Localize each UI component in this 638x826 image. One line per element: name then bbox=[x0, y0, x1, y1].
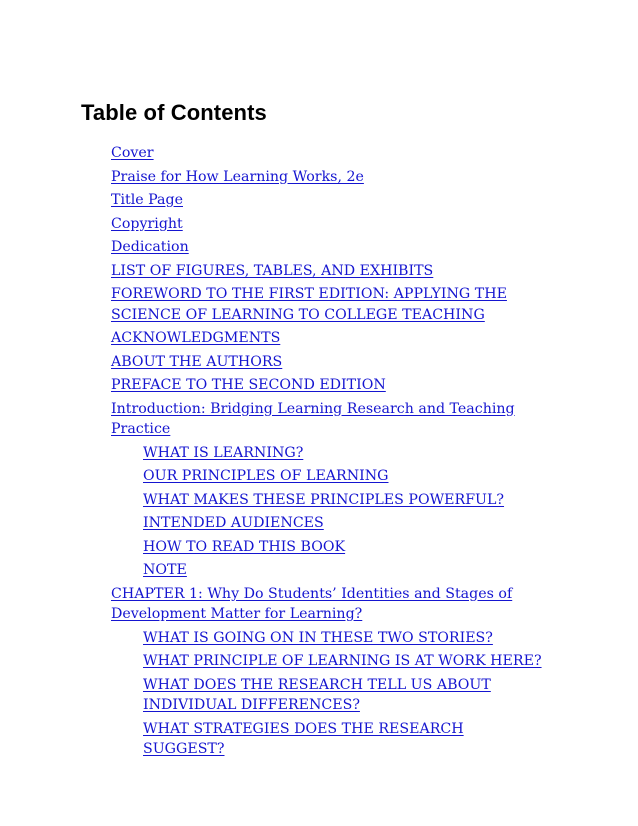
toc-item bbox=[0, 719, 638, 760]
toc-subsection-link[interactable]: INTENDED AUDIENCES bbox=[143, 515, 324, 531]
toc-item bbox=[0, 190, 638, 211]
toc-section-link[interactable]: LIST OF FIGURES, TABLES, AND EXHIBITS bbox=[111, 262, 434, 279]
toc-section-link[interactable]: FOREWORD TO THE FIRST EDITION: APPLYING THE SCIENCE OF LEARNING TO COLLEGE TEACHING bbox=[111, 286, 507, 323]
toc-item bbox=[0, 651, 638, 672]
toc-item bbox=[0, 284, 638, 325]
toc-list bbox=[0, 143, 638, 763]
toc-item bbox=[0, 237, 638, 258]
toc-item bbox=[0, 214, 638, 235]
toc-item bbox=[0, 490, 638, 511]
toc-section-link[interactable]: Copyright bbox=[111, 215, 183, 232]
toc-item bbox=[0, 143, 638, 164]
toc-section-link[interactable]: ABOUT THE AUTHORS bbox=[111, 353, 283, 370]
toc-subsection-link[interactable]: WHAT IS GOING ON IN THESE TWO STORIES? bbox=[143, 629, 493, 646]
toc-subsection-link[interactable]: NOTE bbox=[143, 562, 187, 578]
toc-item bbox=[0, 513, 638, 534]
toc-subsection-link[interactable]: HOW TO READ THIS BOOK bbox=[143, 538, 346, 555]
toc-subsection-link[interactable]: OUR PRINCIPLES OF LEARNING bbox=[143, 468, 389, 484]
toc-subsection-link[interactable]: WHAT DOES THE RESEARCH TELL US ABOUT INDIVIDUAL DIFFERENCES? bbox=[143, 676, 491, 713]
toc-section-link[interactable]: ACKNOWLEDGMENTS bbox=[111, 330, 281, 346]
toc-subsection-link[interactable]: WHAT IS LEARNING? bbox=[143, 444, 304, 461]
toc-item bbox=[0, 466, 638, 487]
toc-item bbox=[0, 675, 638, 716]
toc-item bbox=[0, 628, 638, 649]
toc-item bbox=[0, 352, 638, 373]
toc-item bbox=[0, 537, 638, 558]
toc-section-link[interactable]: Dedication bbox=[111, 239, 189, 255]
toc-item bbox=[0, 261, 638, 282]
toc-section-link[interactable]: Praise for How Learning Works, 2e bbox=[111, 168, 364, 185]
toc-subsection-link[interactable]: WHAT MAKES THESE PRINCIPLES POWERFUL? bbox=[143, 491, 505, 508]
toc-section-link[interactable]: Cover bbox=[111, 145, 154, 161]
toc-heading: Table of Contents bbox=[81, 100, 267, 125]
toc-item bbox=[0, 167, 638, 188]
toc-item bbox=[0, 375, 638, 396]
toc-item bbox=[0, 328, 638, 349]
toc-section-link[interactable]: Introduction: Bridging Learning Research and Teaching Practice bbox=[111, 400, 515, 437]
toc-subsection-link[interactable]: WHAT PRINCIPLE OF LEARNING IS AT WORK HERE? bbox=[143, 653, 542, 669]
toc-item bbox=[0, 584, 638, 625]
toc-section-link[interactable]: Title Page bbox=[111, 192, 183, 208]
toc-subsection-link[interactable]: WHAT STRATEGIES DOES THE RESEARCH SUGGEST? bbox=[143, 720, 464, 757]
toc-section-link[interactable]: PREFACE TO THE SECOND EDITION bbox=[111, 377, 386, 393]
toc-item bbox=[0, 560, 638, 581]
toc-item bbox=[0, 443, 638, 464]
toc-item bbox=[0, 399, 638, 440]
toc-section-link[interactable]: CHAPTER 1: Why Do Students’ Identities and Stages of Development Matter for Learning? bbox=[111, 585, 513, 622]
